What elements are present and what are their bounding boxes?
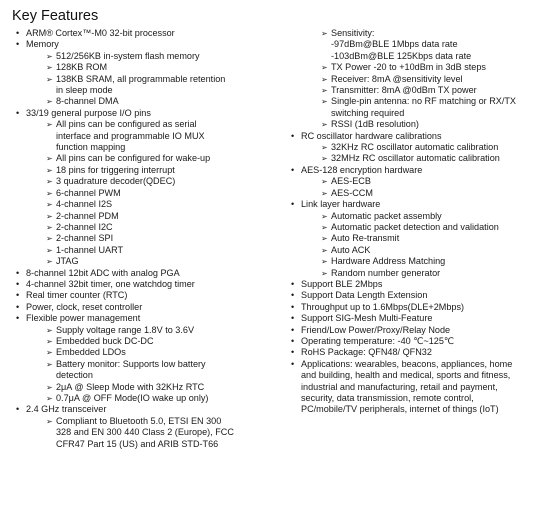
- arrow-marker: ➢: [46, 245, 53, 255]
- feature-text: 2.4 GHz transceiver: [26, 404, 107, 415]
- sub-feature-item: [12, 233, 280, 244]
- sub-feature-text-continued: function mapping: [56, 142, 126, 153]
- arrow-marker: ➢: [321, 143, 328, 153]
- sub-feature-item: [287, 62, 549, 73]
- feature-item: [12, 404, 280, 415]
- sub-feature-text: 128KB ROM: [56, 62, 108, 73]
- feature-item: [12, 39, 280, 50]
- bullet-marker: •: [291, 130, 295, 141]
- arrow-marker: ➢: [321, 154, 328, 164]
- bullet-marker: •: [291, 324, 295, 335]
- sub-feature-text-continued: in sleep mode: [56, 85, 113, 96]
- bullet-marker: •: [16, 313, 20, 324]
- feature-text-continued: industrial and manufacturing, retail and payment,: [301, 381, 498, 392]
- bullet-marker: •: [291, 313, 295, 324]
- feature-text: Link layer hardware: [301, 199, 381, 210]
- sub-feature-item: [12, 62, 280, 73]
- sub-feature-text: 2μA @ Sleep Mode with 32KHz RTC: [56, 381, 205, 392]
- feature-item: [287, 325, 549, 336]
- bullet-marker: •: [291, 199, 295, 210]
- feature-text: ARM® Cortex™-M0 32-bit processor: [26, 28, 175, 38]
- sub-feature-item: [12, 188, 280, 199]
- sub-feature-item: [12, 165, 280, 176]
- feature-item: [287, 279, 549, 290]
- feature-text: Support SIG-Mesh Multi-Feature: [301, 313, 433, 324]
- sub-feature-text: 138KB SRAM, all programmable retention: [56, 73, 226, 84]
- sub-feature-text: Single-pin antenna: no RF matching or RX/TX: [331, 96, 517, 107]
- sub-feature-item: [287, 211, 549, 222]
- sub-feature-text-continued: detection: [56, 370, 93, 381]
- arrow-marker: ➢: [46, 359, 53, 369]
- feature-text: Memory: [26, 39, 59, 50]
- sub-feature-item: [287, 153, 549, 164]
- sub-feature-text: 4-channel I2S: [56, 199, 113, 210]
- feature-text: Power, clock, reset controller: [26, 301, 143, 312]
- left-column: [12, 28, 280, 450]
- feature-text: Flexible power management: [26, 313, 141, 324]
- sub-feature-item: [287, 96, 549, 119]
- sub-feature-text: TX Power -20 to +10dBm in 3dB steps: [331, 62, 486, 73]
- arrow-marker: ➢: [46, 74, 53, 84]
- feature-item: [287, 290, 549, 301]
- feature-text: AES-128 encryption hardware: [301, 164, 423, 175]
- sub-feature-text-continued: interface and programmable IO MUX: [56, 130, 205, 141]
- feature-text-continued: and building, health and medical, sports and fitness,: [301, 370, 511, 381]
- arrow-marker: ➢: [321, 29, 328, 38]
- sub-feature-item: [287, 74, 549, 85]
- sub-feature-item: [287, 188, 549, 199]
- sub-feature-item: [287, 119, 549, 130]
- sub-feature-text: 3 quadrature decoder(QDEC): [56, 176, 176, 187]
- bullet-marker: •: [291, 347, 295, 358]
- feature-item: [287, 165, 549, 176]
- feature-text-continued: PC/mobile/TV peripherals, internet of things (IoT): [301, 404, 499, 415]
- arrow-marker: ➢: [46, 325, 53, 335]
- feature-text: Support Data Length Extension: [301, 290, 428, 301]
- bullet-marker: •: [291, 335, 295, 346]
- sub-feature-item: [287, 176, 549, 187]
- feature-item: [12, 28, 280, 39]
- sub-feature-item: [12, 119, 280, 153]
- feature-item: [12, 108, 280, 119]
- sub-feature-item: [287, 142, 549, 153]
- sub-feature-text: Auto ACK: [331, 244, 371, 255]
- feature-item: [287, 131, 549, 142]
- arrow-marker: ➢: [46, 336, 53, 346]
- feature-item: [12, 279, 280, 290]
- sub-feature-text: Embedded LDOs: [56, 347, 126, 358]
- sub-feature-text: 2-channel SPI: [56, 233, 114, 244]
- sub-feature-text: 8-channel DMA: [56, 96, 119, 107]
- feature-text: Applications: wearables, beacons, appliances, home: [301, 358, 513, 369]
- sub-feature-text-continued: -103dBm@BLE 125Kbps data rate: [331, 50, 472, 61]
- arrow-marker: ➢: [321, 188, 328, 198]
- sub-feature-item: [12, 336, 280, 347]
- sub-feature-text: Supply voltage range 1.8V to 3.6V: [56, 324, 195, 335]
- sub-feature-text: Battery monitor: Supports low battery: [56, 358, 206, 369]
- arrow-marker: ➢: [46, 348, 53, 358]
- sub-feature-text: 512/256KB in-system flash memory: [56, 50, 200, 61]
- arrow-marker: ➢: [46, 234, 53, 244]
- sub-feature-text: AES-ECB: [331, 176, 371, 187]
- sub-feature-item: [12, 74, 280, 97]
- sub-feature-text-continued: 328 and EN 300 440 Class 2 (Europe), FCC: [56, 427, 234, 438]
- feature-text: 33/19 general purpose I/O pins: [26, 107, 151, 118]
- sub-feature-item: [287, 268, 549, 279]
- feature-list-left: [12, 28, 280, 450]
- sub-feature-text: 1-channel UART: [56, 244, 124, 255]
- arrow-marker: ➢: [46, 177, 53, 187]
- feature-text: Operating temperature: -40 ℃~125℃: [301, 335, 455, 346]
- feature-text: Support BLE 2Mbps: [301, 278, 383, 289]
- arrow-marker: ➢: [46, 63, 53, 73]
- sub-feature-item: [287, 28, 549, 62]
- sub-feature-item: [12, 359, 280, 382]
- sub-feature-text: 0.7μA @ OFF Mode(IO wake up only): [56, 393, 209, 403]
- sub-feature-item: [12, 256, 280, 267]
- bullet-marker: •: [291, 290, 295, 301]
- bullet-marker: •: [16, 278, 20, 289]
- sub-feature-item: [12, 96, 280, 107]
- sub-feature-text: Automatic packet detection and validation: [331, 221, 499, 232]
- bullet-marker: •: [291, 164, 295, 175]
- sub-feature-text: 2-channel PDM: [56, 210, 119, 221]
- feature-item: [12, 268, 280, 279]
- feature-item: [287, 336, 549, 347]
- arrow-marker: ➢: [46, 416, 53, 426]
- feature-item: [287, 347, 549, 358]
- page-title: Key Features: [12, 8, 99, 24]
- feature-item: [12, 302, 280, 313]
- bullet-marker: •: [16, 301, 20, 312]
- arrow-marker: ➢: [321, 268, 328, 278]
- feature-item: [287, 359, 549, 416]
- arrow-marker: ➢: [46, 188, 53, 198]
- sub-feature-text: Auto Re-transmit: [331, 233, 400, 244]
- bullet-marker: •: [16, 39, 20, 50]
- bullet-marker: •: [291, 301, 295, 312]
- arrow-marker: ➢: [321, 74, 328, 84]
- sub-feature-text: RSSI (1dB resolution): [331, 119, 419, 130]
- sub-feature-text: Sensitivity:: [331, 28, 375, 38]
- arrow-marker: ➢: [321, 120, 328, 130]
- sub-feature-text: All pins can be configured as serial: [56, 119, 197, 130]
- arrow-marker: ➢: [46, 165, 53, 175]
- sub-feature-item: [287, 256, 549, 267]
- sub-feature-text-continued: CFR47 Part 15 (US) and ARIB STD-T66: [56, 438, 219, 449]
- sub-feature-text-continued: -97dBm@BLE 1Mbps data rate: [331, 39, 458, 50]
- arrow-marker: ➢: [46, 222, 53, 232]
- sub-feature-text: 32MHz RC oscillator automatic calibration: [331, 153, 500, 164]
- sub-feature-text: Compliant to Bluetooth 5.0, ETSI EN 300: [56, 415, 222, 426]
- arrow-marker: ➢: [46, 382, 53, 392]
- bullet-marker: •: [16, 404, 20, 415]
- sub-feature-item: [12, 325, 280, 336]
- feature-text: Friend/Low Power/Proxy/Relay Node: [301, 324, 451, 335]
- bullet-marker: •: [16, 107, 20, 118]
- sub-feature-text: 6-channel PWM: [56, 187, 121, 198]
- feature-item: [287, 302, 549, 313]
- arrow-marker: ➢: [321, 97, 328, 107]
- arrow-marker: ➢: [46, 394, 53, 403]
- sub-feature-item: [287, 85, 549, 96]
- sub-feature-item: [12, 382, 280, 393]
- sub-feature-item: [12, 245, 280, 256]
- arrow-marker: ➢: [46, 154, 53, 164]
- arrow-marker: ➢: [46, 97, 53, 107]
- feature-item: [287, 313, 549, 324]
- feature-item: [12, 313, 280, 324]
- arrow-marker: ➢: [321, 257, 328, 267]
- sub-feature-item: [12, 347, 280, 358]
- right-column: [287, 28, 549, 416]
- feature-text: 8-channel 12bit ADC with analog PGA: [26, 267, 180, 278]
- sub-feature-text: Hardware Address Matching: [331, 256, 446, 267]
- sub-feature-item: [12, 51, 280, 62]
- sub-feature-text: All pins can be configured for wake-up: [56, 153, 211, 164]
- feature-text: 4-channel 32bit timer, one watchdog timer: [26, 278, 195, 289]
- arrow-marker: ➢: [46, 51, 53, 61]
- arrow-marker: ➢: [46, 211, 53, 221]
- sub-feature-text: Automatic packet assembly: [331, 210, 442, 221]
- feature-text: Throughput up to 1.6Mbps(DLE+2Mbps): [301, 301, 465, 312]
- feature-text-continued: security, data transmission, remote control,: [301, 393, 474, 403]
- arrow-marker: ➢: [46, 200, 53, 210]
- arrow-marker: ➢: [321, 245, 328, 255]
- sub-feature-item: [12, 153, 280, 164]
- bullet-marker: •: [291, 358, 295, 369]
- feature-text: RoHS Package: QFN48/ QFN32: [301, 347, 432, 358]
- sub-feature-text: 18 pins for triggering interrupt: [56, 164, 175, 175]
- sub-feature-text: 32KHz RC oscillator automatic calibration: [331, 142, 499, 153]
- sub-feature-text: Embedded buck DC-DC: [56, 335, 154, 346]
- sub-feature-item: [287, 222, 549, 233]
- feature-item: [287, 199, 549, 210]
- sub-feature-item: [12, 416, 280, 450]
- sub-feature-text: AES-CCM: [331, 187, 373, 198]
- sub-feature-text-continued: switching required: [331, 107, 405, 118]
- sub-feature-item: [12, 222, 280, 233]
- feature-list-right: [287, 28, 549, 416]
- sub-feature-text: 2-channel I2C: [56, 221, 113, 232]
- sub-feature-item: [12, 393, 280, 404]
- sub-feature-item: [12, 211, 280, 222]
- feature-text: Real timer counter (RTC): [26, 290, 128, 301]
- arrow-marker: ➢: [321, 222, 328, 232]
- arrow-marker: ➢: [321, 234, 328, 244]
- sub-feature-item: [12, 176, 280, 187]
- bullet-marker: •: [16, 267, 20, 278]
- arrow-marker: ➢: [46, 120, 53, 130]
- feature-text: RC oscillator hardware calibrations: [301, 130, 442, 141]
- arrow-marker: ➢: [46, 257, 53, 267]
- sub-feature-text: Receiver: 8mA @sensitivity level: [331, 73, 463, 84]
- arrow-marker: ➢: [321, 86, 328, 96]
- arrow-marker: ➢: [321, 177, 328, 187]
- sub-feature-text: JTAG: [56, 256, 79, 267]
- sub-feature-item: [12, 199, 280, 210]
- sub-feature-text: Transmitter: 8mA @0dBm TX power: [331, 85, 477, 96]
- arrow-marker: ➢: [321, 63, 328, 73]
- sub-feature-item: [287, 233, 549, 244]
- bullet-marker: •: [16, 290, 20, 301]
- arrow-marker: ➢: [321, 211, 328, 221]
- sub-feature-item: [287, 245, 549, 256]
- sub-feature-text: Random number generator: [331, 267, 441, 278]
- bullet-marker: •: [16, 28, 20, 38]
- feature-item: [12, 290, 280, 301]
- bullet-marker: •: [291, 278, 295, 289]
